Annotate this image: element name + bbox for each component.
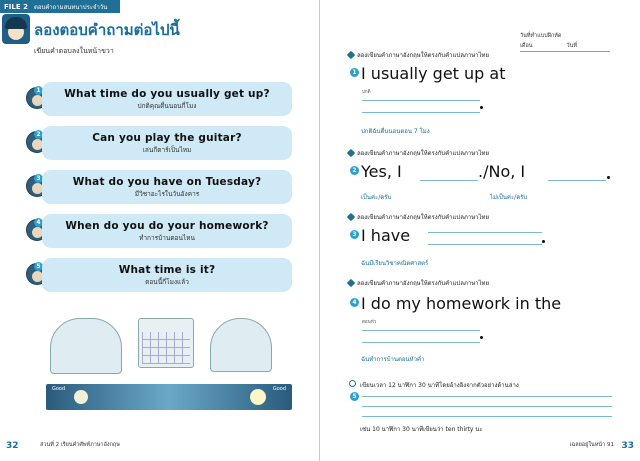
question-english: When do you do your homework? [65,219,269,232]
question-bubble [42,82,292,116]
answer-number: 3 [350,230,359,239]
question-english: What time do you usually get up? [64,87,270,100]
question-number: 1 [34,86,43,95]
pencil-icon [347,279,355,287]
question-english: What do you have on Tuesday? [72,175,262,188]
instruction-3: ลองเขียนคำภาษาอังกฤษให้ตรงกับคำแปลภาษาไทย [348,212,489,222]
question-bubble [42,258,292,292]
task-number: 5 [350,392,359,401]
answer-sentence: I do my homework in the [361,294,562,313]
footer-right: เฉลยอยู่ในหน้า 91 [569,442,614,448]
question-english: What time is it? [118,263,216,276]
page-title: ลองตอบคำถามต่อไปนี้ [34,21,180,39]
instruction-1: ลองเขียนคำภาษาอังกฤษให้ตรงกับคำแปลภาษาไทย [348,50,489,60]
answer-sentence-b: ./No, I [478,162,526,181]
period-dot [607,176,610,179]
answer-thai: ฉันทำการบ้านตอนหัวค่ำ [361,356,425,363]
character-portrait [2,14,30,44]
answer-thai: ปกติฉันตื่นนอนตอน 7 โมง [361,128,430,135]
file-caption: ตอบคำถามสนทนาประจำวัน [33,3,108,11]
page-subtitle: เขียนคำตอบลงในหน้าขวา [34,47,114,55]
writing-line[interactable] [362,100,480,101]
answer-note: ปกติ [362,90,371,95]
band-label-right: Good [272,386,286,392]
day-night-band [46,384,292,410]
period-dot [542,240,545,243]
page-number: 32 [6,441,19,451]
pencil-icon [347,149,355,157]
file-number: FILE 2 [4,2,28,11]
date-day-label: วันที่ [566,43,577,49]
instruction-2: ลองเขียนคำภาษาอังกฤษให้ตรงกับคำแปลภาษาไทย [348,148,489,158]
illustration-homework [210,318,272,372]
answer-thai-a: เป็นค่ะ/ครับ [361,194,392,201]
footer-text: ส่วนที่ 2 เรียนคำศัพท์ภาษาอังกฤษ [40,442,120,448]
answer-number: 4 [350,298,359,307]
instruction-4: ลองเขียนคำภาษาอังกฤษให้ตรงกับคำแปลภาษาไทย [348,278,489,288]
task5-instruction: เขียนเวลา 12 นาฬิกา 30 นาทีโดยอ้างอิงจากตัวอย่างด้านล่าง [360,382,519,389]
writing-line[interactable] [428,232,542,233]
question-thai: ทำการบ้านตอนไหน [139,233,195,242]
question-thai: เล่นกีตาร์เป็นไหม [142,145,192,154]
writing-line[interactable] [428,244,542,245]
band-label-left: Good [52,386,66,392]
writing-line[interactable] [362,330,480,331]
question-number: 2 [34,130,43,139]
writing-line[interactable] [362,416,612,417]
date-title: วันที่ทำแบบฝึกหัด [520,33,562,39]
question-number: 4 [34,218,43,227]
pencil-icon [347,51,355,59]
question-bubble [42,214,292,248]
answer-sentence: I usually get up at [361,64,506,83]
question-bubble [42,170,292,204]
question-number: 3 [34,174,43,183]
date-row [520,42,610,52]
calendar-grid [142,332,190,364]
date-month-label: เดือน [520,43,533,49]
question-thai: ปกติคุณตื่นนอนกี่โมง [137,101,197,110]
illustration-waking [50,318,122,374]
question-bubble [42,126,292,160]
writing-line[interactable] [362,406,612,407]
question-number: 5 [34,262,43,271]
example-text: เช่น 10 นาฬิกา 30 นาทีเขียนว่า ten thirty นะ [360,426,483,433]
task-bullet [349,380,356,387]
question-english: Can you play the guitar? [92,131,242,144]
answer-number: 2 [350,166,359,175]
writing-line[interactable] [420,180,478,181]
answer-sentence-a: Yes, I [361,162,402,181]
file-tag [0,0,120,13]
answer-note: ตอนหัว [362,320,377,325]
question-thai: ตอนนี้กี่โมงแล้ว [145,277,189,286]
answer-thai-b: ไม่เป็นค่ะ/ครับ [490,194,528,201]
page-number-right: 33 [621,441,634,451]
answer-number: 1 [350,68,359,77]
writing-line[interactable] [362,342,480,343]
period-dot [480,106,483,109]
writing-line[interactable] [548,180,606,181]
writing-line[interactable] [362,396,612,397]
date-box [520,32,610,52]
period-dot [480,336,483,339]
answer-sentence: I have [361,226,411,245]
pencil-icon [347,213,355,221]
answer-thai: ฉันมีเรียนวิชาคณิตศาสตร์ [361,260,429,267]
question-thai: มีวิชาอะไรในวันอังคาร [134,189,200,198]
writing-line[interactable] [362,112,480,113]
